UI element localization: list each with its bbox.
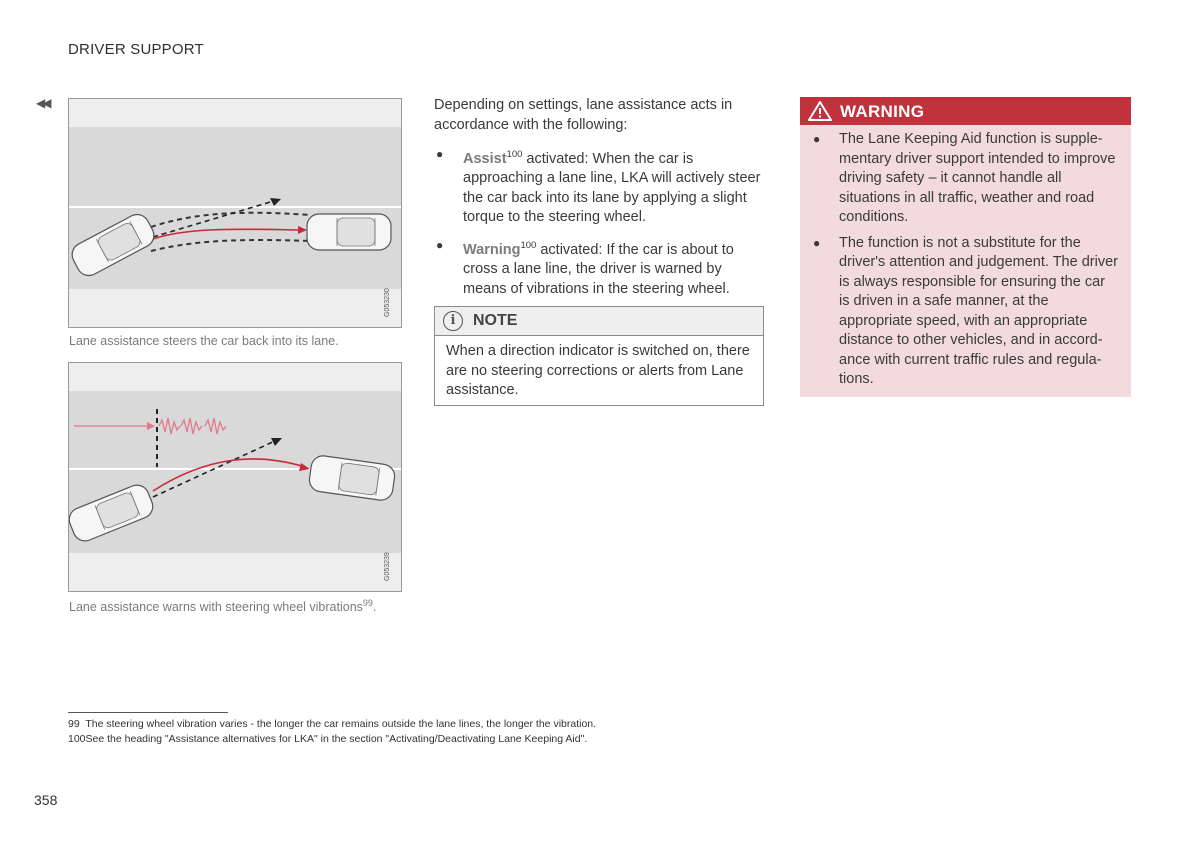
- note-body: When a direction indicator is switched on, there are no steering corrections or alerts from Lane assistance.: [446, 343, 750, 398]
- item-term: Assist: [463, 150, 507, 167]
- warning-title: WARNING: [840, 102, 925, 121]
- note-box: [434, 306, 764, 406]
- footnote-text: The steering wheel vibration varies - the longer the car remains outside the lane lines, the longer the vibration.: [85, 718, 597, 730]
- item-text: activated: When the car is approaching a lane line, LKA will actively steer the car back into its lane by applying a slight torque to the steering wheel.: [463, 150, 761, 226]
- footnote-ref[interactable]: 100: [520, 239, 537, 251]
- warning-triangle-icon: [807, 100, 833, 122]
- list-item: [434, 236, 764, 299]
- caption-text: Lane assistance warns with steering wheel vibrations: [69, 600, 363, 615]
- warning-header: [800, 97, 1131, 125]
- warning-box: [800, 97, 1131, 397]
- intro-text: Depending on settings, lane assistance acts in accordance with the following:: [434, 97, 733, 133]
- list-item: [810, 234, 1119, 390]
- page-number: 358: [34, 792, 58, 808]
- footnote-number: 99: [68, 718, 80, 730]
- figure-lane-warn: [68, 362, 402, 592]
- section-header: DRIVER SUPPORT: [68, 41, 204, 58]
- warning-text: The Lane Keeping Aid function is supplementary driver support intended to improve driving safety – it cannot handle all situations in all traffic, weather and road conditions.: [839, 131, 1116, 225]
- note-title: NOTE: [473, 312, 518, 329]
- figure-caption: Lane assistance steers the car back into its lane.: [69, 334, 339, 348]
- footnote: [68, 718, 596, 730]
- bullet-icon: ●: [813, 132, 821, 146]
- figure-code: G053230: [384, 288, 391, 317]
- list-item: [434, 145, 764, 228]
- warning-list: [800, 125, 1131, 390]
- item-text: activated: If the car is about to cross a lane line, the driver is warned by means of vibrations in the steering wheel.: [463, 241, 734, 297]
- footnote: [68, 733, 587, 745]
- bullet-icon: ●: [436, 147, 444, 161]
- figure-code: G053239: [384, 552, 391, 581]
- settings-list: [434, 145, 764, 307]
- warning-text: The function is not a substitute for the driver's attention and judgement. The driver is always responsible for ensuring the car is driven in a safe manner, at the appropriate speed, with an appropriate distance to other vehicles, and in accordance with current traffic rules and regulations.: [839, 234, 1118, 387]
- continued-icon: ◀◀: [36, 96, 49, 110]
- info-icon: i: [443, 311, 463, 331]
- footnote-text: See the heading "Assistance alternatives for LKA" in the section "Activating/Deactivating Lane Keeping Aid".: [85, 733, 588, 745]
- footnote-number: 100: [68, 733, 86, 745]
- footnote-ref[interactable]: 99: [362, 598, 373, 608]
- bullet-icon: ●: [436, 237, 444, 252]
- footnote-divider: [68, 712, 228, 713]
- note-header: [435, 307, 763, 336]
- figure-caption: [69, 598, 376, 614]
- item-term: Warning: [463, 241, 521, 258]
- list-item: [810, 130, 1119, 228]
- bullet-icon: ●: [813, 235, 821, 250]
- figure-lane-steer: [68, 98, 402, 328]
- footnote-ref[interactable]: 100: [506, 149, 523, 160]
- caption-end: .: [372, 600, 377, 615]
